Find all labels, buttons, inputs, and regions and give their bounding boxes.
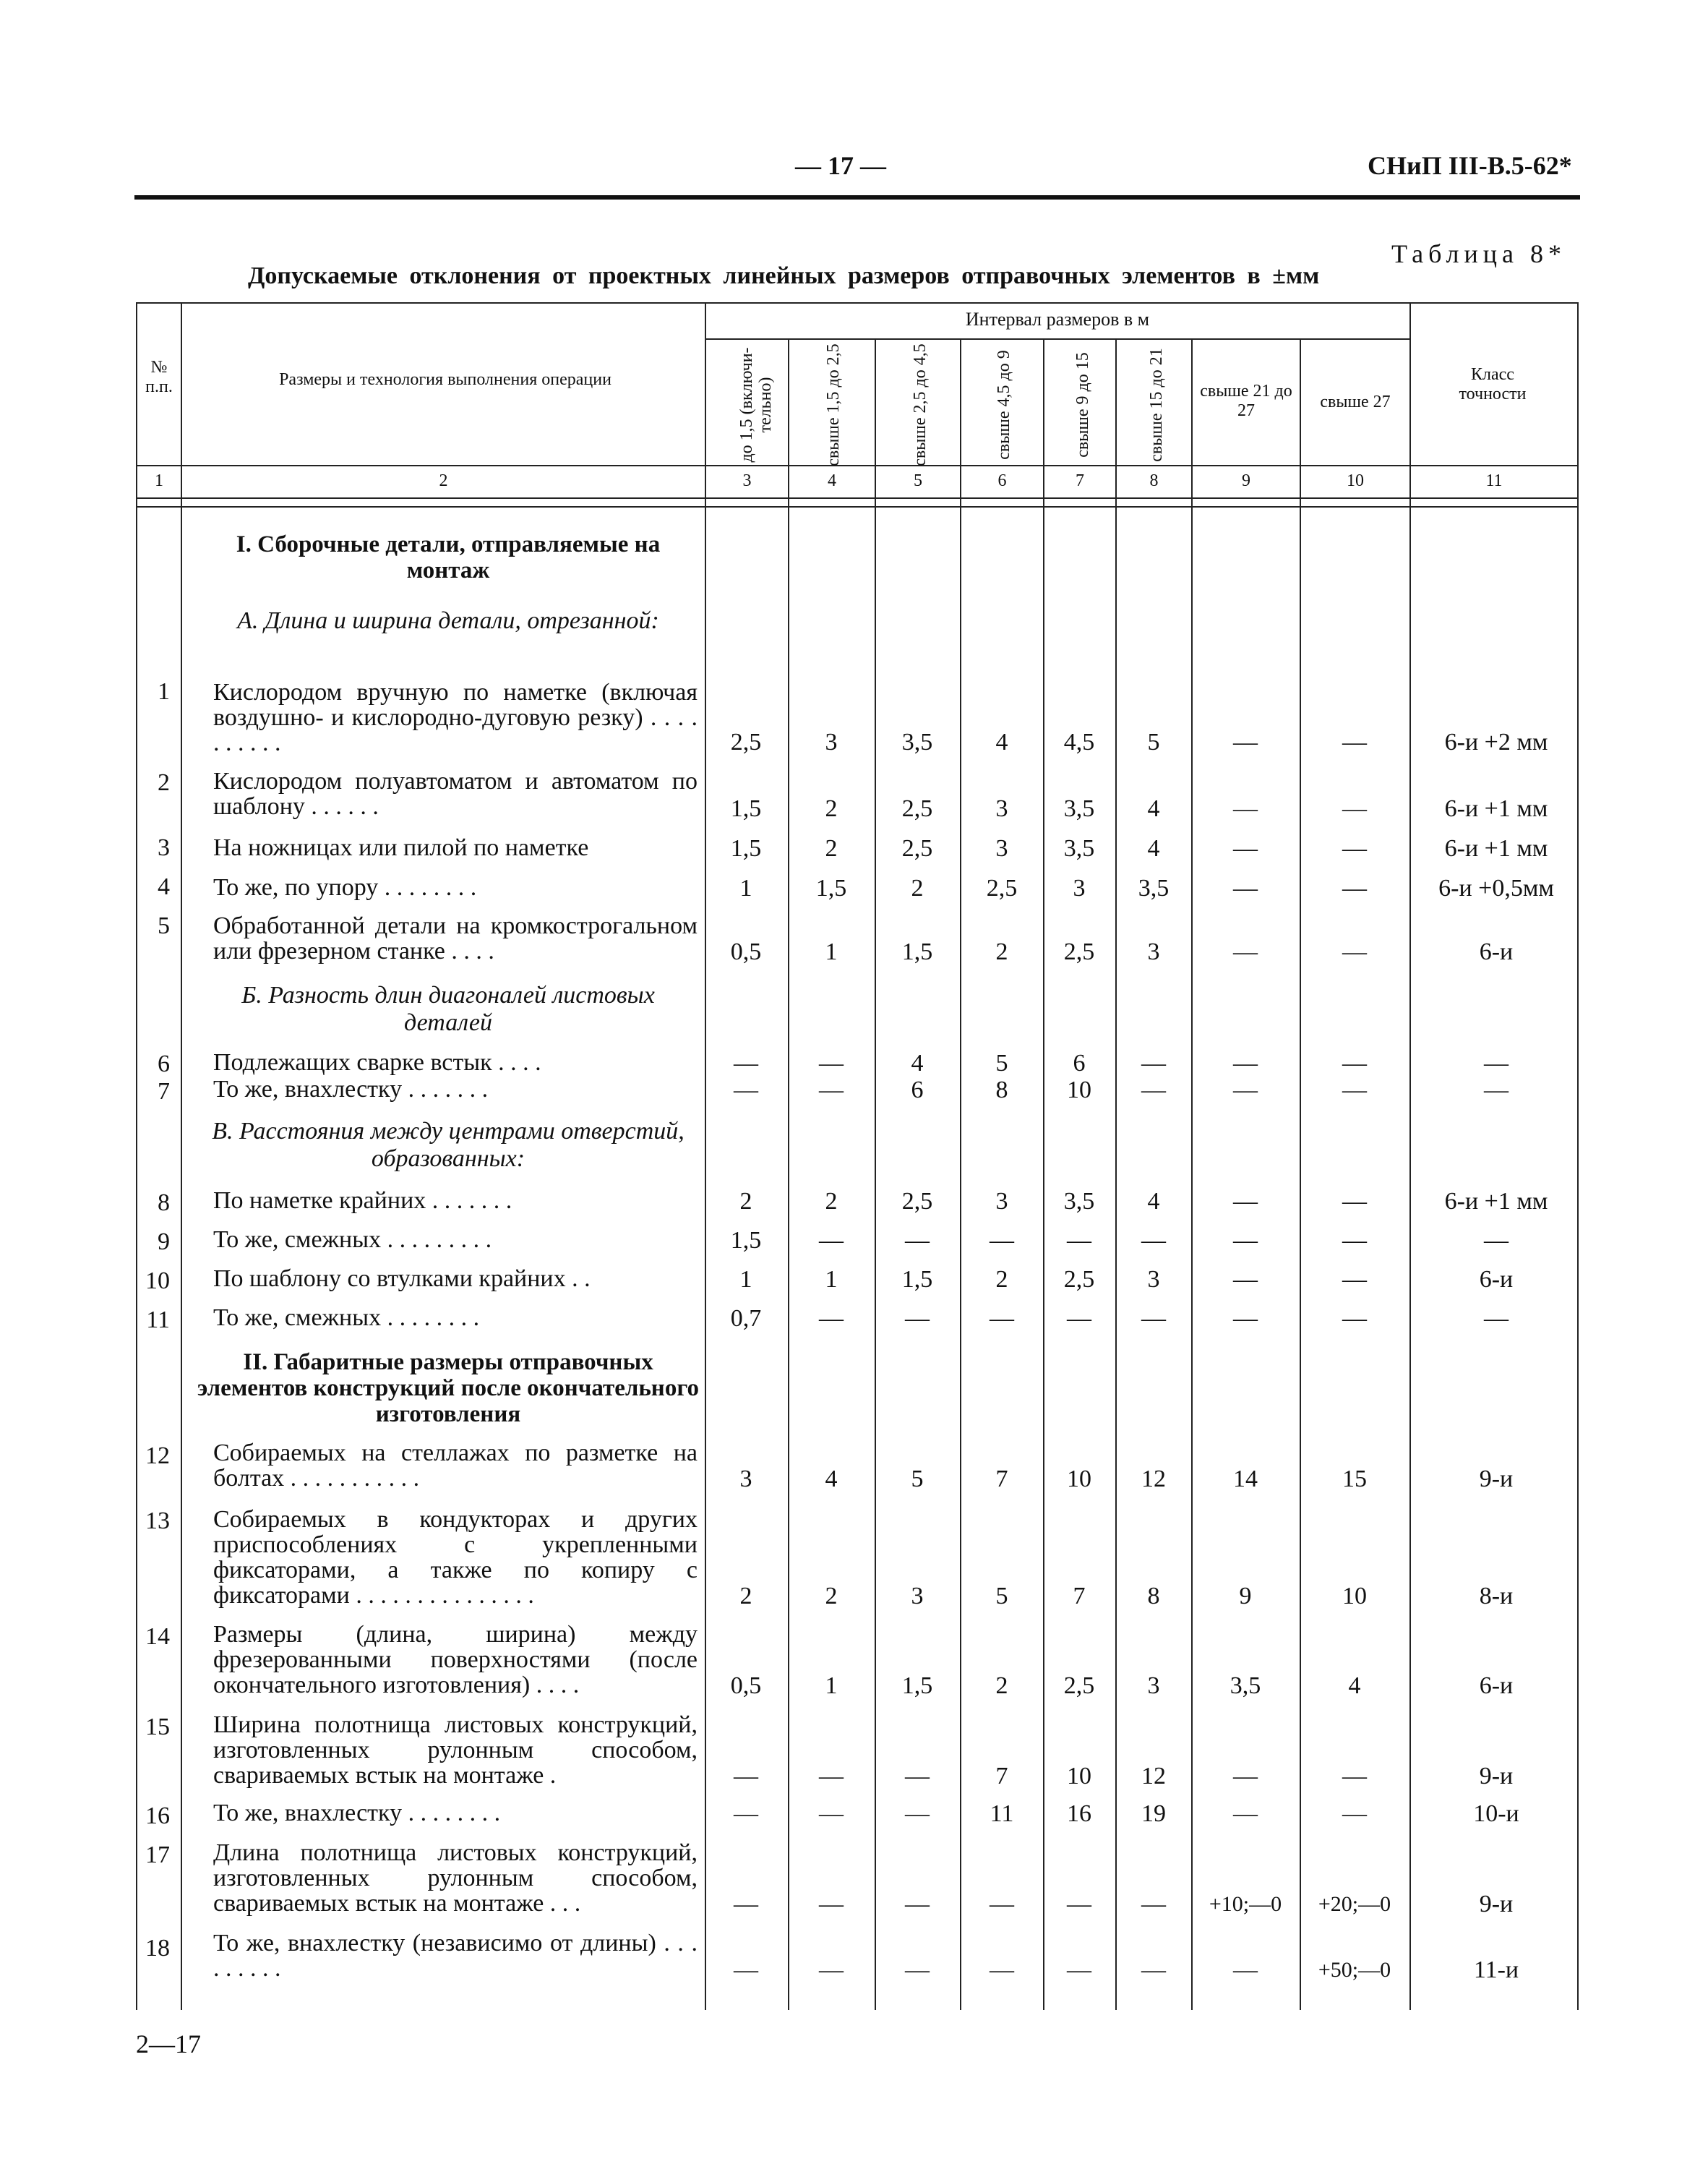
row-number: 17 xyxy=(145,1842,170,1868)
row-description: Собираемых в кондукторах и других приспособлениях с укрепленными фиксаторами, а также по копиру с фиксаторами . . . . . . . . . . . . . . . xyxy=(213,1506,698,1609)
row-description: Обработанной детали на кромкострогальном или фрезерном станке . . . . xyxy=(213,912,698,965)
value-cell: 8 xyxy=(1147,1583,1160,1609)
row-number: 6 xyxy=(158,1051,170,1077)
value-cell: 3 xyxy=(1073,875,1086,902)
row-description: По шаблону со втулками крайних . . xyxy=(213,1265,591,1292)
value-cell: 0,7 xyxy=(730,1305,762,1332)
value-cell: — xyxy=(1141,1305,1166,1332)
value-cell: 2,5 xyxy=(730,729,762,756)
value-cell: — xyxy=(1233,1956,1258,1983)
value-cell: 1,5 xyxy=(901,938,933,965)
row-number: 18 xyxy=(145,1935,170,1962)
value-cell: — xyxy=(1342,1188,1367,1215)
accuracy-class-cell: 6-и +1 мм xyxy=(1444,835,1548,862)
value-cell: — xyxy=(1067,1956,1091,1983)
value-cell: — xyxy=(1342,1305,1367,1332)
value-cell: 12 xyxy=(1141,1466,1166,1492)
col-index: 4 xyxy=(828,471,836,490)
subsection-heading: В. Расстояния между центрами отверстий, образованных: xyxy=(212,1118,685,1172)
value-cell: — xyxy=(1233,1266,1258,1293)
accuracy-class-cell: 6-и +1 мм xyxy=(1444,1188,1548,1215)
row-description: Подлежащих сварке встык . . . . xyxy=(213,1049,541,1076)
value-cell: — xyxy=(990,1956,1014,1983)
value-cell: 3 xyxy=(739,1466,752,1492)
value-cell: 1,5 xyxy=(730,795,762,822)
value-cell: 3 xyxy=(995,835,1008,862)
value-cell: — xyxy=(734,1050,758,1077)
value-cell: 3,5 xyxy=(1063,795,1095,822)
col-index: 10 xyxy=(1347,471,1364,490)
value-cell: 5 xyxy=(995,1583,1008,1609)
value-cell: 4 xyxy=(1348,1672,1361,1699)
value-cell: — xyxy=(1233,1763,1258,1789)
value-cell: 12 xyxy=(1141,1763,1166,1789)
value-cell: — xyxy=(1141,1956,1166,1983)
value-cell: 7 xyxy=(995,1763,1008,1789)
value-cell: — xyxy=(819,1305,844,1332)
value-cell: — xyxy=(734,1891,758,1917)
value-cell: 2,5 xyxy=(901,835,933,862)
row-description: То же, внахлестку . . . . . . . xyxy=(213,1076,489,1103)
value-cell: 6 xyxy=(911,1077,924,1103)
value-cell: — xyxy=(905,1227,930,1254)
value-cell: 3 xyxy=(825,729,838,756)
value-cell: 15 xyxy=(1342,1466,1367,1492)
page-number: — 17 — xyxy=(795,151,886,180)
value-cell: — xyxy=(1342,835,1367,862)
value-cell: 2 xyxy=(825,835,838,862)
row-description: На ножницах или пилой по наметке xyxy=(213,834,589,861)
value-cell: — xyxy=(990,1891,1014,1917)
index-row-rule-2 xyxy=(136,506,1579,508)
accuracy-class-cell: — xyxy=(1484,1050,1509,1077)
value-cell: — xyxy=(1233,795,1258,822)
value-cell: 9 xyxy=(1239,1583,1252,1609)
row-number: 14 xyxy=(145,1623,170,1650)
value-cell: 4 xyxy=(911,1050,924,1077)
row-description: То же, смежных . . . . . . . . . xyxy=(213,1226,492,1253)
value-cell: 2,5 xyxy=(1063,1672,1095,1699)
value-cell: — xyxy=(905,1800,930,1827)
row-number: 16 xyxy=(145,1802,170,1829)
value-cell: 2 xyxy=(825,795,838,822)
value-cell: 19 xyxy=(1141,1800,1166,1827)
value-cell: — xyxy=(819,1956,844,1983)
col-divider xyxy=(181,302,182,2010)
value-cell: — xyxy=(1233,1800,1258,1827)
row-description: Собираемых на стеллажах по разметке на болтах . . . . . . . . . . . xyxy=(213,1440,698,1492)
value-cell: 2 xyxy=(739,1188,752,1215)
value-cell: 3,5 xyxy=(1063,835,1095,862)
value-cell: — xyxy=(1233,1188,1258,1215)
value-cell: — xyxy=(990,1227,1014,1254)
accuracy-class-cell: 9-и xyxy=(1479,1466,1514,1492)
col-index: 3 xyxy=(742,471,752,490)
value-cell: 3,5 xyxy=(901,729,933,756)
value-cell: +20;—0 xyxy=(1318,1892,1391,1916)
value-cell: 2 xyxy=(995,1266,1008,1293)
value-cell: 1 xyxy=(825,1672,838,1699)
value-cell: 10 xyxy=(1067,1763,1091,1789)
accuracy-class-cell: 6-и +0,5мм xyxy=(1438,875,1554,902)
table-label: Таблица 8* xyxy=(1391,239,1566,268)
value-cell: 4 xyxy=(1147,1188,1160,1215)
col-divider xyxy=(1409,302,1411,2010)
value-cell: 3,5 xyxy=(1229,1672,1261,1699)
value-cell: — xyxy=(905,1305,930,1332)
header-rule xyxy=(134,195,1580,200)
col-index: 5 xyxy=(914,471,922,490)
value-cell: — xyxy=(1342,1763,1367,1789)
value-cell: 4 xyxy=(1147,795,1160,822)
value-cell: — xyxy=(734,1956,758,1983)
value-cell: 6 xyxy=(1073,1050,1086,1077)
value-cell: — xyxy=(819,1891,844,1917)
accuracy-class-cell: — xyxy=(1484,1077,1509,1103)
row-number: 8 xyxy=(158,1189,170,1216)
row-description: Ширина полотнища листовых конструкций, изготовленных рулонным способом, свариваемых встык на монтаже . xyxy=(213,1711,698,1789)
col-divider xyxy=(1115,338,1117,2010)
value-cell: — xyxy=(1233,1050,1258,1077)
row-number: 5 xyxy=(158,912,170,939)
value-cell: 0,5 xyxy=(730,938,762,965)
table-top-border xyxy=(136,302,1579,304)
col-header-interval-group: Интервал размеров в м xyxy=(965,309,1150,330)
subsection-heading: А. Длина и ширина детали, отрезанной: xyxy=(237,607,659,634)
subsection-heading: Б. Разность длин диагоналей листовых деталей xyxy=(241,982,655,1036)
col-header-num: № п.п. xyxy=(145,358,173,396)
col-index: 11 xyxy=(1485,471,1503,490)
value-cell: — xyxy=(1067,1305,1091,1332)
value-cell: 2,5 xyxy=(901,1188,933,1215)
accuracy-class-cell: 8-и xyxy=(1479,1583,1514,1609)
col-header-class: Класс точности xyxy=(1459,365,1527,403)
row-description: То же, смежных . . . . . . . . xyxy=(213,1304,480,1331)
accuracy-class-cell: 6-и +2 мм xyxy=(1444,729,1548,756)
accuracy-class-cell: 6-и +1 мм xyxy=(1444,795,1548,822)
value-cell: 14 xyxy=(1233,1466,1258,1492)
value-cell: 1,5 xyxy=(815,875,847,902)
col-divider xyxy=(875,338,876,2010)
value-cell: — xyxy=(1342,795,1367,822)
value-cell: 2,5 xyxy=(901,795,933,822)
row-description: Длина полотнища листовых конструкций, изготовленных рулонным способом, свариваемых встык на монтаже . . . xyxy=(213,1839,698,1917)
accuracy-class-cell: 9-и xyxy=(1479,1891,1514,1917)
value-cell: — xyxy=(1233,1077,1258,1103)
value-cell: — xyxy=(1342,875,1367,902)
value-cell: — xyxy=(1233,729,1258,756)
value-cell: +50;—0 xyxy=(1318,1958,1391,1982)
row-description: То же, внахлестку . . . . . . . . xyxy=(213,1800,501,1826)
row-number: 4 xyxy=(158,873,170,900)
value-cell: — xyxy=(819,1763,844,1789)
col-divider xyxy=(1043,338,1044,2010)
value-cell: — xyxy=(734,1763,758,1789)
value-cell: 1,5 xyxy=(901,1266,933,1293)
value-cell: — xyxy=(905,1956,930,1983)
accuracy-class-cell: 6-и xyxy=(1479,938,1514,965)
row-number: 15 xyxy=(145,1714,170,1740)
value-cell: 3 xyxy=(995,795,1008,822)
col-index: 6 xyxy=(997,471,1007,490)
value-cell: — xyxy=(1067,1227,1091,1254)
value-cell: 4,5 xyxy=(1063,729,1095,756)
value-cell: 4 xyxy=(825,1466,838,1492)
value-cell: — xyxy=(1141,1227,1166,1254)
row-number: 13 xyxy=(145,1507,170,1534)
value-cell: 4 xyxy=(1147,835,1160,862)
row-description: По наметке крайних . . . . . . . xyxy=(213,1187,512,1214)
value-cell: +10;—0 xyxy=(1209,1892,1282,1916)
row-description: Кислородом полуавтоматом и автоматом по шаблону . . . . . . xyxy=(213,768,698,820)
value-cell: 1 xyxy=(739,875,752,902)
value-cell: — xyxy=(1342,1227,1367,1254)
row-description: То же, внахлестку (независимо от длины) . . . . . . . . . xyxy=(213,1930,698,1982)
value-cell: — xyxy=(734,1800,758,1827)
value-cell: 3 xyxy=(1147,1266,1160,1293)
accuracy-class-cell: 11-и xyxy=(1473,1956,1519,1983)
value-cell: 2 xyxy=(825,1583,838,1609)
value-cell: 3 xyxy=(1147,1672,1160,1699)
value-cell: — xyxy=(905,1763,930,1789)
value-cell: 8 xyxy=(995,1077,1008,1103)
interval-group-rule xyxy=(705,338,1409,340)
value-cell: 1 xyxy=(825,1266,838,1293)
value-cell: — xyxy=(819,1800,844,1827)
value-cell: 10 xyxy=(1067,1077,1091,1103)
value-cell: — xyxy=(1342,1800,1367,1827)
value-cell: — xyxy=(905,1891,930,1917)
col-header-interval-7: свыше 21 до 27 xyxy=(1200,382,1292,420)
value-cell: 3 xyxy=(995,1188,1008,1215)
page-footer: 2—17 xyxy=(136,2030,201,2058)
section-heading: II. Габаритные размеры отправочных элементов конструкций после окончательного изготовления xyxy=(197,1349,699,1427)
table-title: Допускаемые отклонения от проектных линейных размеров отправочных элементов в ±мм xyxy=(248,262,1320,289)
col-index: 1 xyxy=(155,471,163,490)
accuracy-class-cell: 6-и xyxy=(1479,1672,1514,1699)
col-divider xyxy=(705,302,706,2010)
value-cell: 2 xyxy=(825,1188,838,1215)
value-cell: — xyxy=(819,1227,844,1254)
value-cell: — xyxy=(1141,1891,1166,1917)
col-index: 2 xyxy=(439,471,448,490)
value-cell: 10 xyxy=(1342,1583,1367,1609)
value-cell: — xyxy=(1067,1891,1091,1917)
row-number: 11 xyxy=(146,1306,170,1333)
value-cell: 2,5 xyxy=(1063,1266,1095,1293)
row-number: 7 xyxy=(158,1078,170,1105)
value-cell: 0,5 xyxy=(730,1672,762,1699)
row-number: 12 xyxy=(145,1442,170,1469)
value-cell: — xyxy=(1342,1077,1367,1103)
row-number: 9 xyxy=(158,1228,170,1255)
value-cell: 1 xyxy=(739,1266,752,1293)
value-cell: 7 xyxy=(1073,1583,1086,1609)
value-cell: — xyxy=(990,1305,1014,1332)
value-cell: — xyxy=(1233,835,1258,862)
accuracy-class-cell: 10-и xyxy=(1473,1800,1519,1827)
accuracy-class-cell: — xyxy=(1484,1227,1509,1254)
value-cell: 2 xyxy=(995,1672,1008,1699)
value-cell: 2 xyxy=(995,938,1008,965)
accuracy-class-cell: 6-и xyxy=(1479,1266,1514,1293)
value-cell: 3,5 xyxy=(1063,1188,1095,1215)
value-cell: 7 xyxy=(995,1466,1008,1492)
value-cell: — xyxy=(1342,938,1367,965)
value-cell: 3,5 xyxy=(1138,875,1170,902)
index-row-rule xyxy=(136,497,1579,499)
value-cell: — xyxy=(1141,1050,1166,1077)
value-cell: 1,5 xyxy=(730,835,762,862)
table-right-border xyxy=(1577,302,1579,2010)
row-number: 10 xyxy=(145,1267,170,1294)
col-divider xyxy=(788,338,789,2010)
value-cell: 2,5 xyxy=(986,875,1018,902)
row-number: 2 xyxy=(158,769,170,796)
accuracy-class-cell: 9-и xyxy=(1479,1763,1514,1789)
value-cell: — xyxy=(1233,938,1258,965)
col-index: 7 xyxy=(1076,471,1084,490)
value-cell: 10 xyxy=(1067,1466,1091,1492)
section-heading: I. Сборочные детали, отправляемые на монтаж xyxy=(236,531,661,583)
value-cell: 11 xyxy=(990,1800,1014,1827)
value-cell: 5 xyxy=(911,1466,924,1492)
row-description: Кислородом вручную по наметке (включая воздушно- и кислородно-дуговую резку) . . . . . . . . . . xyxy=(213,679,698,756)
value-cell: — xyxy=(1233,875,1258,902)
value-cell: — xyxy=(1233,1305,1258,1332)
value-cell: 2 xyxy=(739,1583,752,1609)
col-header-interval-8: свыше 27 xyxy=(1320,393,1391,411)
row-description: Размеры (длина, ширина) между фрезерованными поверхностями (после окончательного изготовления) . . . . xyxy=(213,1621,698,1698)
value-cell: 5 xyxy=(1147,729,1160,756)
col-divider xyxy=(1191,338,1193,2010)
value-cell: — xyxy=(1342,729,1367,756)
value-cell: 2,5 xyxy=(1063,938,1095,965)
accuracy-class-cell: — xyxy=(1484,1305,1509,1332)
value-cell: — xyxy=(819,1050,844,1077)
value-cell: 3 xyxy=(911,1583,924,1609)
value-cell: — xyxy=(1141,1077,1166,1103)
value-cell: 1 xyxy=(825,938,838,965)
col-index: 8 xyxy=(1149,471,1159,490)
value-cell: — xyxy=(1233,1227,1258,1254)
value-cell: — xyxy=(734,1077,758,1103)
value-cell: — xyxy=(1342,1050,1367,1077)
value-cell: — xyxy=(819,1077,844,1103)
col-divider xyxy=(960,338,961,2010)
value-cell: 4 xyxy=(995,729,1008,756)
col-index: 9 xyxy=(1242,471,1250,490)
value-cell: 5 xyxy=(995,1050,1008,1077)
col-header-desc: Размеры и технология выполнения операции xyxy=(279,370,611,389)
value-cell: 1,5 xyxy=(730,1227,762,1254)
row-number: 1 xyxy=(158,678,170,705)
value-cell: 1,5 xyxy=(901,1672,933,1699)
value-cell: 3 xyxy=(1147,938,1160,965)
table-left-border xyxy=(136,302,137,2010)
document-code: СНиП III-В.5-62* xyxy=(1368,151,1572,180)
row-description: То же, по упору . . . . . . . . xyxy=(213,874,477,901)
value-cell: 16 xyxy=(1067,1800,1091,1827)
row-number: 3 xyxy=(158,834,170,861)
col-divider xyxy=(1300,338,1301,2010)
value-cell: 2 xyxy=(911,875,924,902)
value-cell: — xyxy=(1342,1266,1367,1293)
